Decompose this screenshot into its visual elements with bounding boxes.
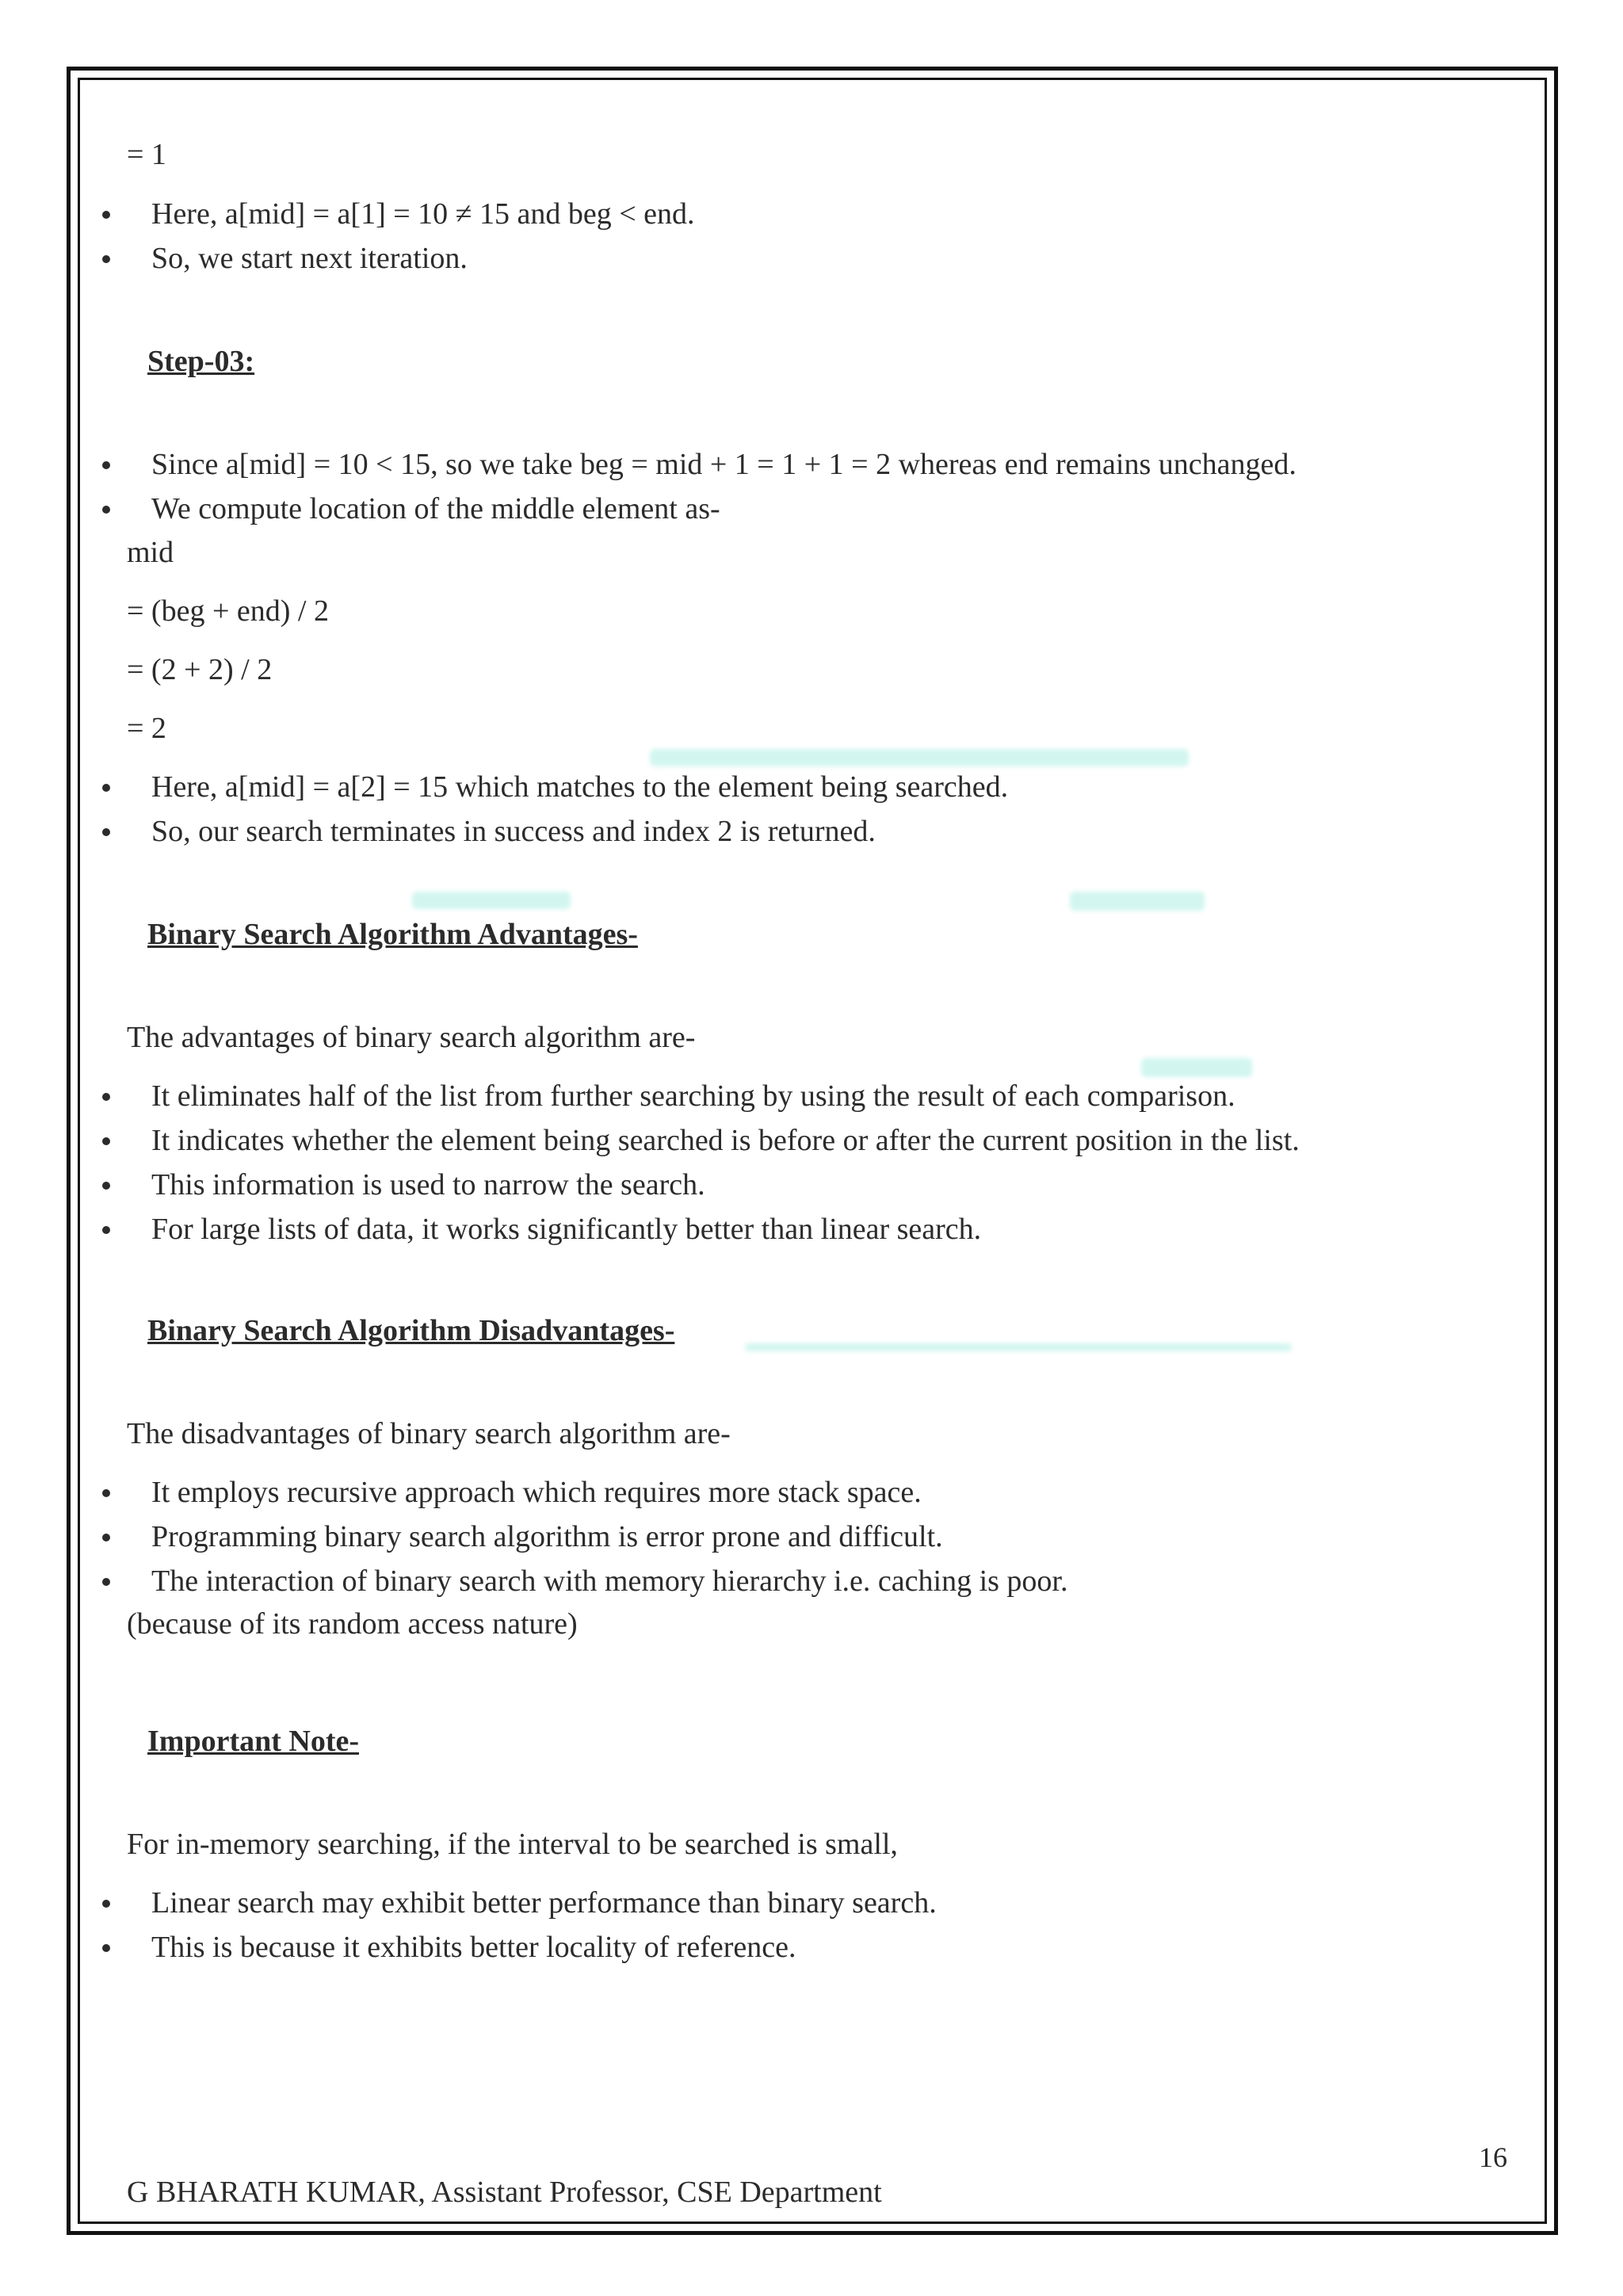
bullet-dot (102, 784, 110, 792)
bullet-text: Linear search may exhibit better performance than binary search. (151, 1886, 937, 1920)
bullet-text: Programming binary search algorithm is error prone and difficult. (151, 1520, 943, 1553)
paragraph-text: The advantages of binary search algorithm are- (127, 1021, 696, 1054)
bullet-dot (102, 1489, 110, 1497)
bullet-dot (102, 828, 110, 836)
section-heading: Important Note- (147, 1725, 360, 1758)
bullet-dot (102, 461, 110, 469)
bullet-text: It indicates whether the element being searched is before or after the current position in the list. (151, 1124, 1300, 1157)
bullet-dot (102, 1944, 110, 1952)
page-footer: G BHARATH KUMAR, Assistant Professor, CSE Department (127, 2176, 882, 2209)
bullet-text: Here, a[mid] = a[2] = 15 which matches to the element being searched. (151, 770, 1009, 804)
paragraph-text: For in-memory searching, if the interval to be searched is small, (127, 1828, 898, 1861)
section-heading: Binary Search Algorithm Advantages- (147, 918, 638, 951)
bullet-text: This information is used to narrow the search. (151, 1168, 705, 1201)
bullet-dot (102, 1900, 110, 1908)
bullet-dot (102, 1534, 110, 1541)
equation-line: = 2 (127, 712, 166, 745)
bullet-dot (102, 1226, 110, 1234)
bullet-text: We compute location of the middle element as- (151, 492, 720, 525)
bullet-dot (102, 211, 110, 219)
equation-line: = 1 (127, 138, 166, 171)
bullet-text: It eliminates half of the list from further searching by using the result of each comparison. (151, 1079, 1235, 1113)
bullet-text: For large lists of data, it works significantly better than linear search. (151, 1213, 982, 1246)
bullet-text: Since a[mid] = 10 < 15, so we take beg = mid + 1 = 1 + 1 = 2 whereas end remains unchanged. (151, 448, 1296, 481)
bullet-text: So, we start next iteration. (151, 242, 468, 275)
section-heading: Step-03: (147, 345, 255, 378)
bullet-dot (102, 506, 110, 514)
bullet-text: Here, a[mid] = a[1] = 10 ≠ 15 and beg < end. (151, 197, 695, 231)
bullet-dot (102, 255, 110, 263)
section-heading: Binary Search Algorithm Disadvantages- (147, 1314, 675, 1347)
bullet-text: It employs recursive approach which requires more stack space. (151, 1476, 922, 1509)
bullet-text: So, our search terminates in success and index 2 is returned. (151, 815, 876, 848)
equation-line: = (beg + end) / 2 (127, 594, 329, 628)
bullet-dot (102, 1578, 110, 1586)
bullet-dot (102, 1182, 110, 1190)
bullet-text: The interaction of binary search with memory hierarchy i.e. caching is poor. (151, 1564, 1068, 1598)
equation-line: = (2 + 2) / 2 (127, 653, 273, 686)
page-number: 16 (1479, 2141, 1507, 2173)
paragraph-text: The disadvantages of binary search algorithm are- (127, 1417, 731, 1450)
paragraph-text: (because of its random access nature) (127, 1607, 578, 1641)
bullet-dot (102, 1137, 110, 1145)
bullet-text: This is because it exhibits better locality of reference. (151, 1931, 796, 1964)
equation-line: mid (127, 536, 174, 569)
bullet-dot (102, 1093, 110, 1101)
